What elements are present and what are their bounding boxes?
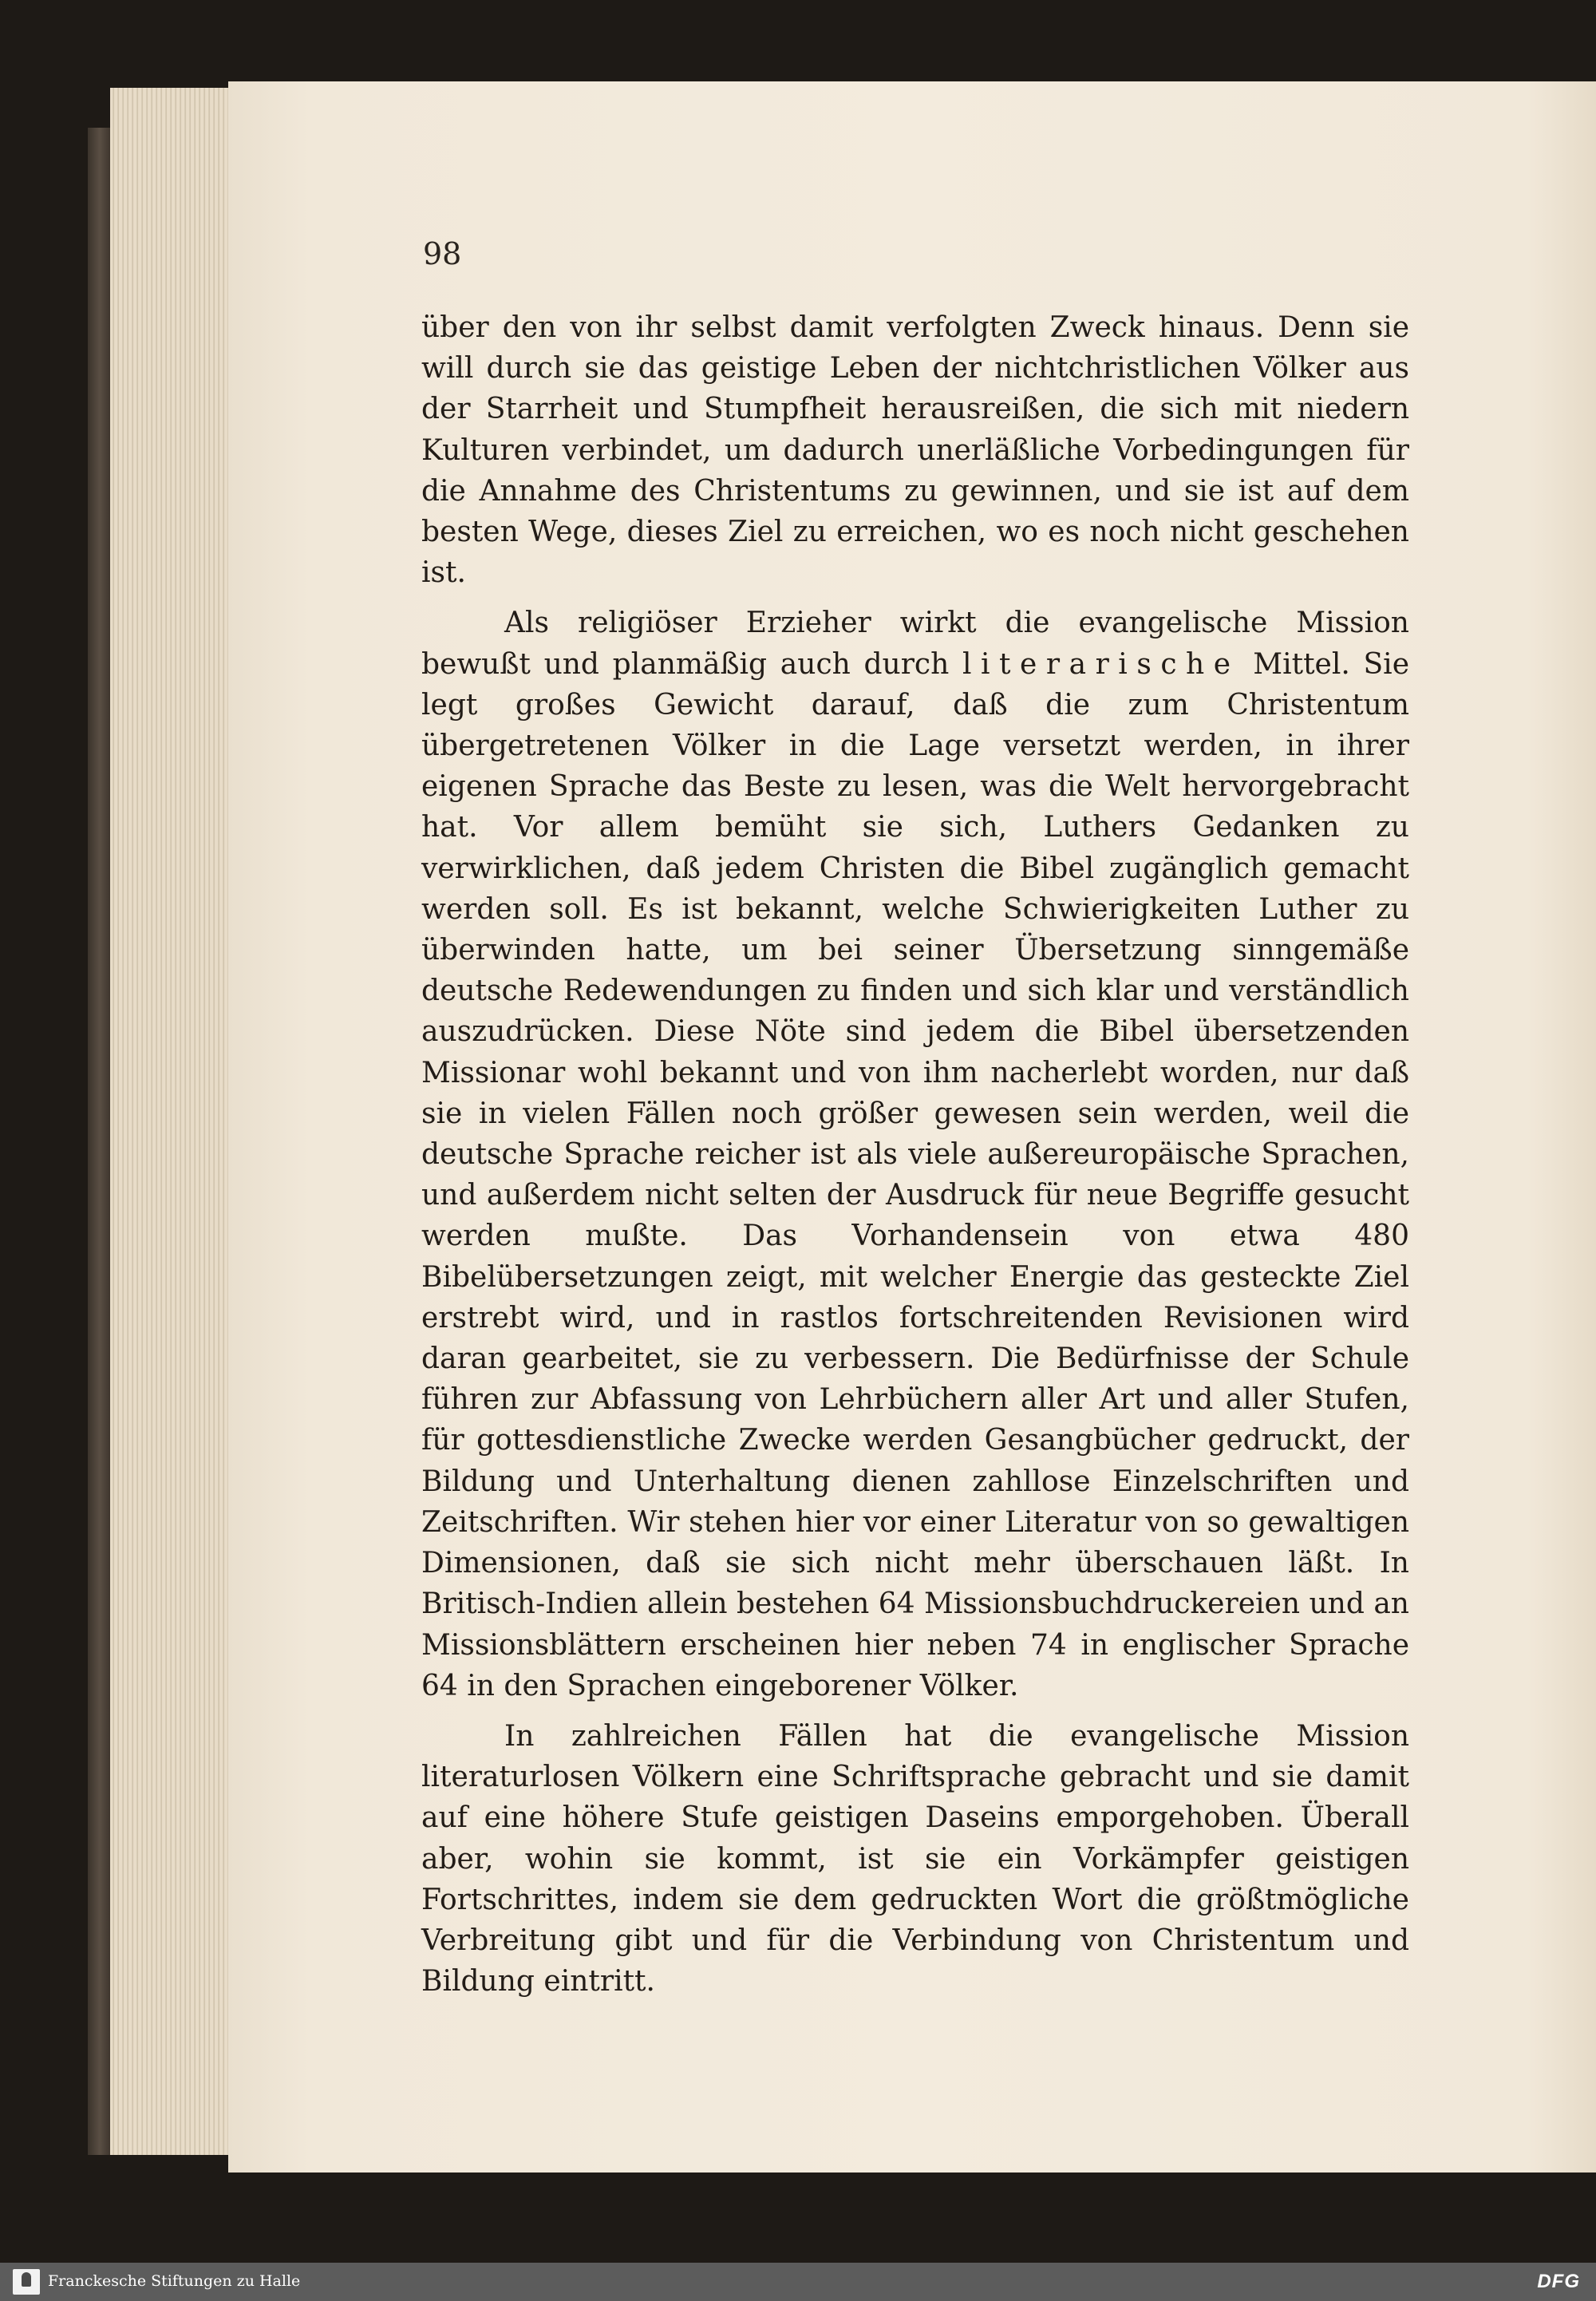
book-spine-edge — [88, 128, 112, 2155]
page-stack-edges — [110, 88, 231, 2155]
institution-name: Franckesche Stiftungen zu Halle — [48, 2272, 301, 2290]
paragraph-1-text: über den von ihr selbst damit verfolgten Zweck hinaus. Denn sie will durch sie das geistige Leben der nichtchristlichen Völker aus der Starrheit und Stumpfheit herausreißen, die sich mit niedern Kulturen verbindet, um dadurch unerläßliche Vorbedingungen für die Annahme des Christentums zu gewinnen, und sie ist auf dem besten Wege, dieses Ziel zu erreichen, wo es noch nicht geschehen ist. — [421, 311, 1409, 590]
viewer-footer-bar — [0, 2263, 1596, 2301]
emphasized-word-literarische: literarische — [962, 647, 1240, 681]
body-text — [421, 307, 1409, 2002]
page-number: 98 — [423, 236, 462, 271]
paragraph-2-text-b: Mittel. Sie legt großes Gewicht darauf, daß die zum Christentum übergetretenen Völker in die Lage versetzt werden, in ihrer eigenen Sprache das Beste zu lesen, was die Welt hervorgebracht hat. Vor allem bemüht sie sich, Luthers Gedanken zu verwirklichen, daß jedem Christen die Bibel zugänglich gemacht werden soll. Es ist bekannt, welche Schwierigkeiten Luther zu überwinden hatte, um bei seiner Übersetzung sinngemäße deutsche Redewendungen zu finden und sich klar und verständlich auszudrücken. Diese Nöte sind jedem die Bibel übersetzenden Missionar wohl bekannt und von ihm nacherlebt worden, nur daß sie in vielen Fällen noch größer gewesen sein werden, weil die deutsche Sprache reicher ist als viele außereuropäische Sprachen, und außerdem nicht selten der Ausdruck für neue Begriffe gesucht werden mußte. Das Vorhandensein von etwa 480 Bibelübersetzungen zeigt, mit welcher Energie das gesteckte Ziel erstrebt wird, und in rastlos fortschreitenden Revisionen wird daran gearbeitet, sie zu verbessern. Die Bedürfnisse der Schule führen zur Abfassung von Lehrbüchern aller Art und aller Stufen, für gottesdienstliche Zwecke werden Gesangbücher gedruckt, der Bildung und Unterhaltung dienen zahllose Einzelschriften und Zeitschriften. Wir stehen hier vor einer Literatur von so gewaltigen Dimensionen, daß sie sich nicht mehr überschauen läßt. In Britisch-Indien allein bestehen 64 Missionsbuchdruckereien und an Missionsblättern erscheinen hier neben 74 in englischer Sprache 64 in den Sprachen eingeborener Völker. — [421, 647, 1409, 1702]
paragraph-3 — [421, 1716, 1409, 2002]
institution-logo-icon — [13, 2269, 40, 2295]
paragraph-3-text: In zahlreichen Fällen hat die evangelische Mission literaturlosen Völkern eine Schriftsprache gebracht und sie damit auf eine höhere Stufe geistigen Daseins emporgehoben. Überall aber, wohin sie kommt, ist sie ein Vorkämpfer geistigen Fortschrittes, indem sie dem gedruckten Wort die größtmögliche Verbreitung gibt und für die Verbindung von Christentum und Bildung eintritt. — [421, 1719, 1409, 1999]
paragraph-1 — [421, 307, 1409, 593]
paragraph-2 — [421, 603, 1409, 1706]
paragraph-2-text-a: Als religiöser Erzieher wirkt die evangelische Mission bewußt und planmäßig auch durch — [421, 607, 1409, 681]
dfg-logo: DFG — [1537, 2271, 1580, 2292]
